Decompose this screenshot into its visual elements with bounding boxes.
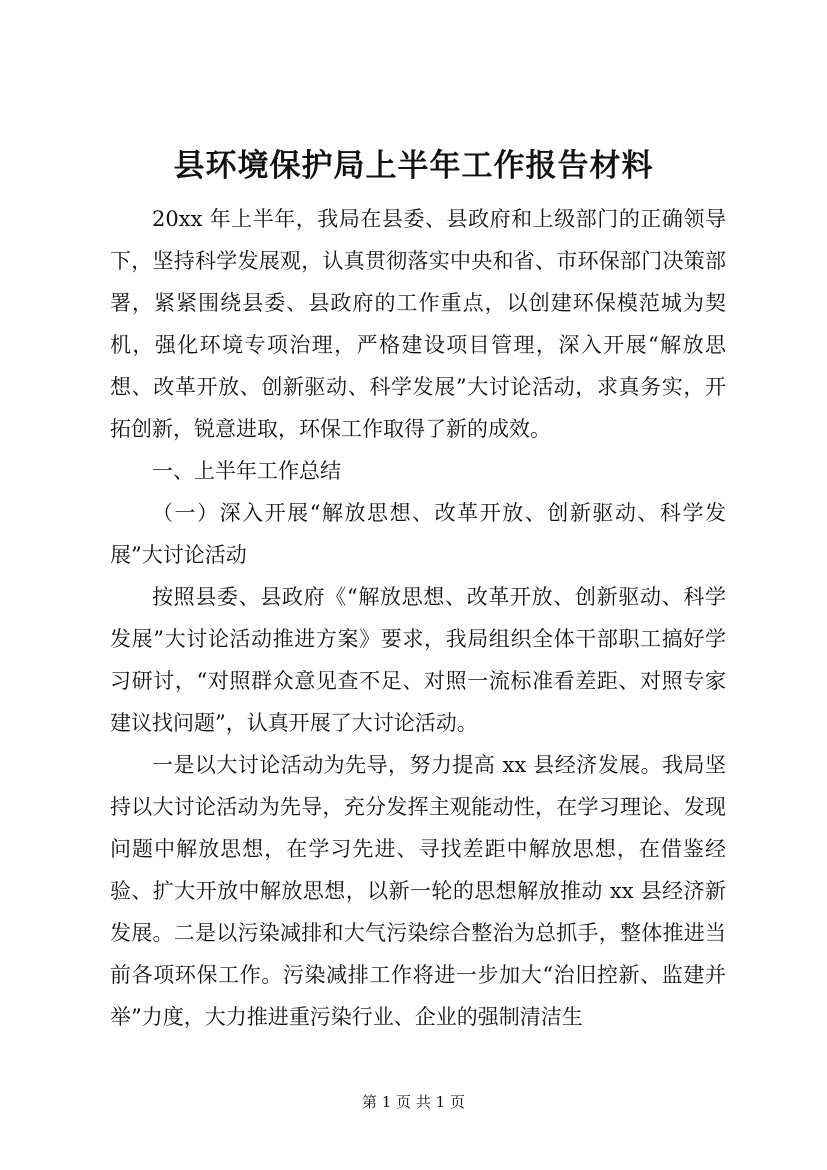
document-body xyxy=(110,198,726,1038)
paragraph-discussion-plan: 按照县委、县政府《“解放思想、改革开放、创新驱动、科学发展”大讨论活动推进方案》要求，我局组织全体干部职工搞好学习研讨，“对照群众意见查不足、对照一流标准看差距、对照专家建议找问题”，认真开展了大讨论活动。 xyxy=(110,585,726,735)
paragraph-discussion-details: 一是以大讨论活动为先导，努力提高 xx 县经济发展。我局坚持以大讨论活动为先导，充分发挥主观能动性，在学习理论、发现问题中解放思想，在学习先进、寻找差距中解放思想，在借鉴经验、扩大开放中解放思想，以新一轮的思想解放推动 xx 县经济新发展。二是以污染减排和大气污染综合整治为总抓手，整体推进当前各项环保工作。污染减排工作将进一步加大“治旧控新、监建并举”力度，大力推进重污染行业、企业的强制清洁生 xyxy=(110,753,726,1029)
section-heading-summary: 一、上半年工作总结 xyxy=(152,459,341,483)
subsection-heading-discussion: （一）深入开展“解放思想、改革开放、创新驱动、科学发展”大讨论活动 xyxy=(110,501,726,567)
paragraph-intro: 20xx 年上半年，我局在县委、县政府和上级部门的正确领导下，坚持科学发展观，认真贯彻落实中央和省、市环保部门决策部署，紧紧围绕县委、县政府的工作重点，以创建环保模范城为契机，强化环境专项治理，严格建设项目管理，深入开展“解放思想、改革开放、创新驱动、科学发展”大讨论活动，求真务实，开拓创新，锐意进取，环保工作取得了新的成效。 xyxy=(110,207,726,441)
document-title: 县环境保护局上半年工作报告材料 xyxy=(173,148,654,184)
page-number-label: 第 1 页 共 1 页 xyxy=(362,1093,465,1111)
page-footer xyxy=(0,1092,827,1112)
